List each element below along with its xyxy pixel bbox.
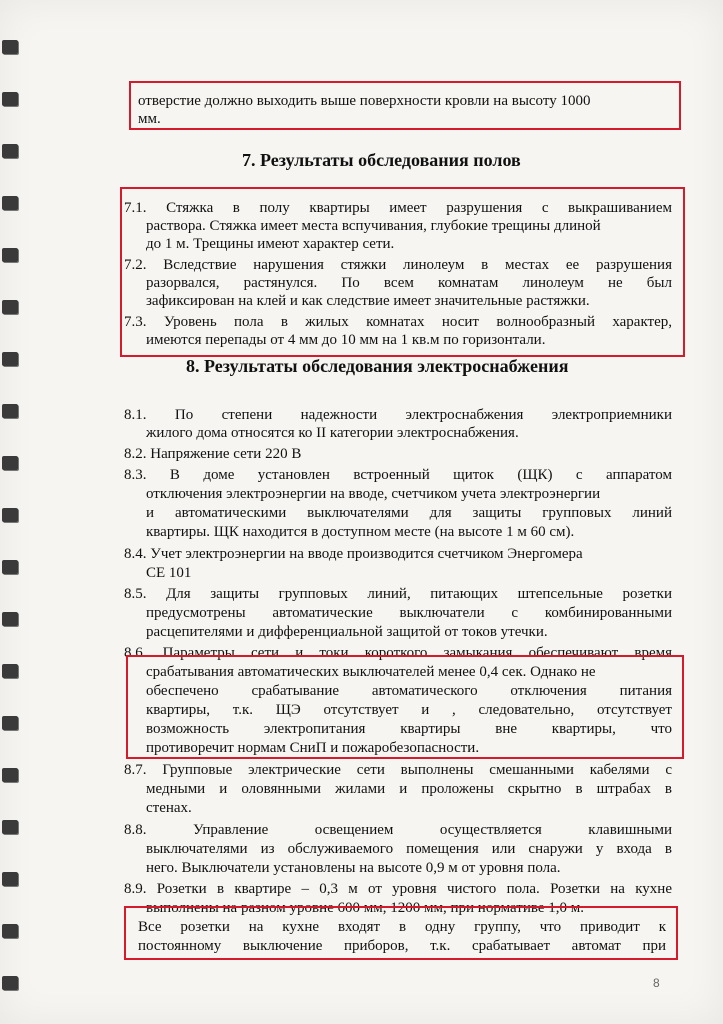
- text-line: зафиксирован на клей и как следствие имеет значительные растяжки.: [146, 293, 590, 309]
- text-line: срабатывания автоматических выключателей менее 0,4 сек. Однако не: [146, 664, 596, 680]
- text-line: медными и оловянными жилами и проложены скрытно в штрабах в: [146, 781, 672, 797]
- text-line: жилого дома относятся ко II категории электроснабжения.: [146, 425, 519, 441]
- text-line: 8.9. Розетки в квартире – 0,3 м от уровня чистого пола. Розетки на кухне: [124, 881, 672, 897]
- text-line: раствора. Стяжка имеет места вспучивания, глубокие трещины длиной: [146, 218, 601, 234]
- section-8-heading: 8. Результаты обследования электроснабжения: [186, 356, 569, 376]
- text-line: выключателями из обслуживаемого помещения или снаружи у входа в: [146, 841, 672, 857]
- text-line: 7.1. Стяжка в полу квартиры имеет разрушения с выкрашиванием: [124, 200, 672, 216]
- text-line: отверстие должно выходить выше поверхности кровли на высоту 1000: [138, 93, 591, 109]
- text-line: отключения электроэнергии на вводе, счетчиком учета электроэнергии: [146, 486, 601, 502]
- text-line: и автоматическими выключателями для защиты групповых линий: [146, 505, 672, 521]
- text-line: СЕ 101: [146, 565, 192, 581]
- text-line: постоянному выключение приборов, т.к. срабатывает автомат при: [138, 938, 666, 954]
- text-line: 8.8. Управление освещением осуществляется клавишными: [124, 822, 672, 838]
- text-line: предусмотрены автоматические выключатели с комбинированными: [146, 605, 672, 621]
- section-7-heading: 7. Результаты обследования полов: [242, 150, 521, 170]
- text-line: 8.6. Параметры сети и токи короткого замыкания обеспечивают время: [124, 645, 672, 661]
- text-line: противоречит нормам СниП и пожаробезопасности.: [146, 740, 480, 756]
- text-line: 8.5. Для защиты групповых линий, питающих штепсельные розетки: [124, 586, 672, 602]
- text-line: 8.7. Групповые электрические сети выполнены смешанными кабелями с: [124, 762, 672, 778]
- text-line: расцепителями и дифференциальной защитой от токов утечки.: [146, 624, 548, 640]
- text-line: 8.3. В доме установлен встроенный щиток (ЩК) с аппаратом: [124, 467, 672, 483]
- text-line: выполнены на разном уровне 600 мм, 1200 мм, при нормативе 1,0 м.: [146, 900, 584, 916]
- text-line: до 1 м. Трещины имеют характер сети.: [146, 236, 395, 252]
- text-line: 7.2. Вследствие нарушения стяжки линолеум в местах ее разрушения: [124, 257, 672, 273]
- text-line: 8.2. Напряжение сети 220 В: [124, 446, 302, 462]
- text-line: разорвался, растянулся. По всем комнатам линолеум не был: [146, 275, 672, 291]
- text-line: Все розетки на кухне входят в одну группу, что приводит к: [138, 919, 666, 935]
- text-line: 8.4. Учет электроэнергии на вводе производится счетчиком Энергомера: [124, 546, 583, 562]
- text-line: квартиры. ЩК находится в доступном месте (на высоте 1 м 60 см).: [146, 524, 575, 540]
- text-line: него. Выключатели установлены на высоте 0,9 м от уровня пола.: [146, 860, 561, 876]
- text-line: мм.: [138, 111, 161, 127]
- text-line: квартиры, т.к. ЩЭ отсутствует и , следовательно, отсутствует: [146, 702, 672, 718]
- text-line: обеспечено срабатывание автоматического отключения питания: [146, 683, 672, 699]
- text-line: стенах.: [146, 800, 192, 816]
- page-number: 8: [653, 976, 660, 990]
- text-line: 8.1. По степени надежности электроснабжения электроприемники: [124, 407, 672, 423]
- text-line: имеются перепады от 4 мм до 10 мм на 1 кв.м по горизонтали.: [146, 332, 546, 348]
- text-line: возможность электропитания квартиры вне квартиры, что: [146, 721, 672, 737]
- text-line: 7.3. Уровень пола в жилых комнатах носит волнообразный характер,: [124, 314, 672, 330]
